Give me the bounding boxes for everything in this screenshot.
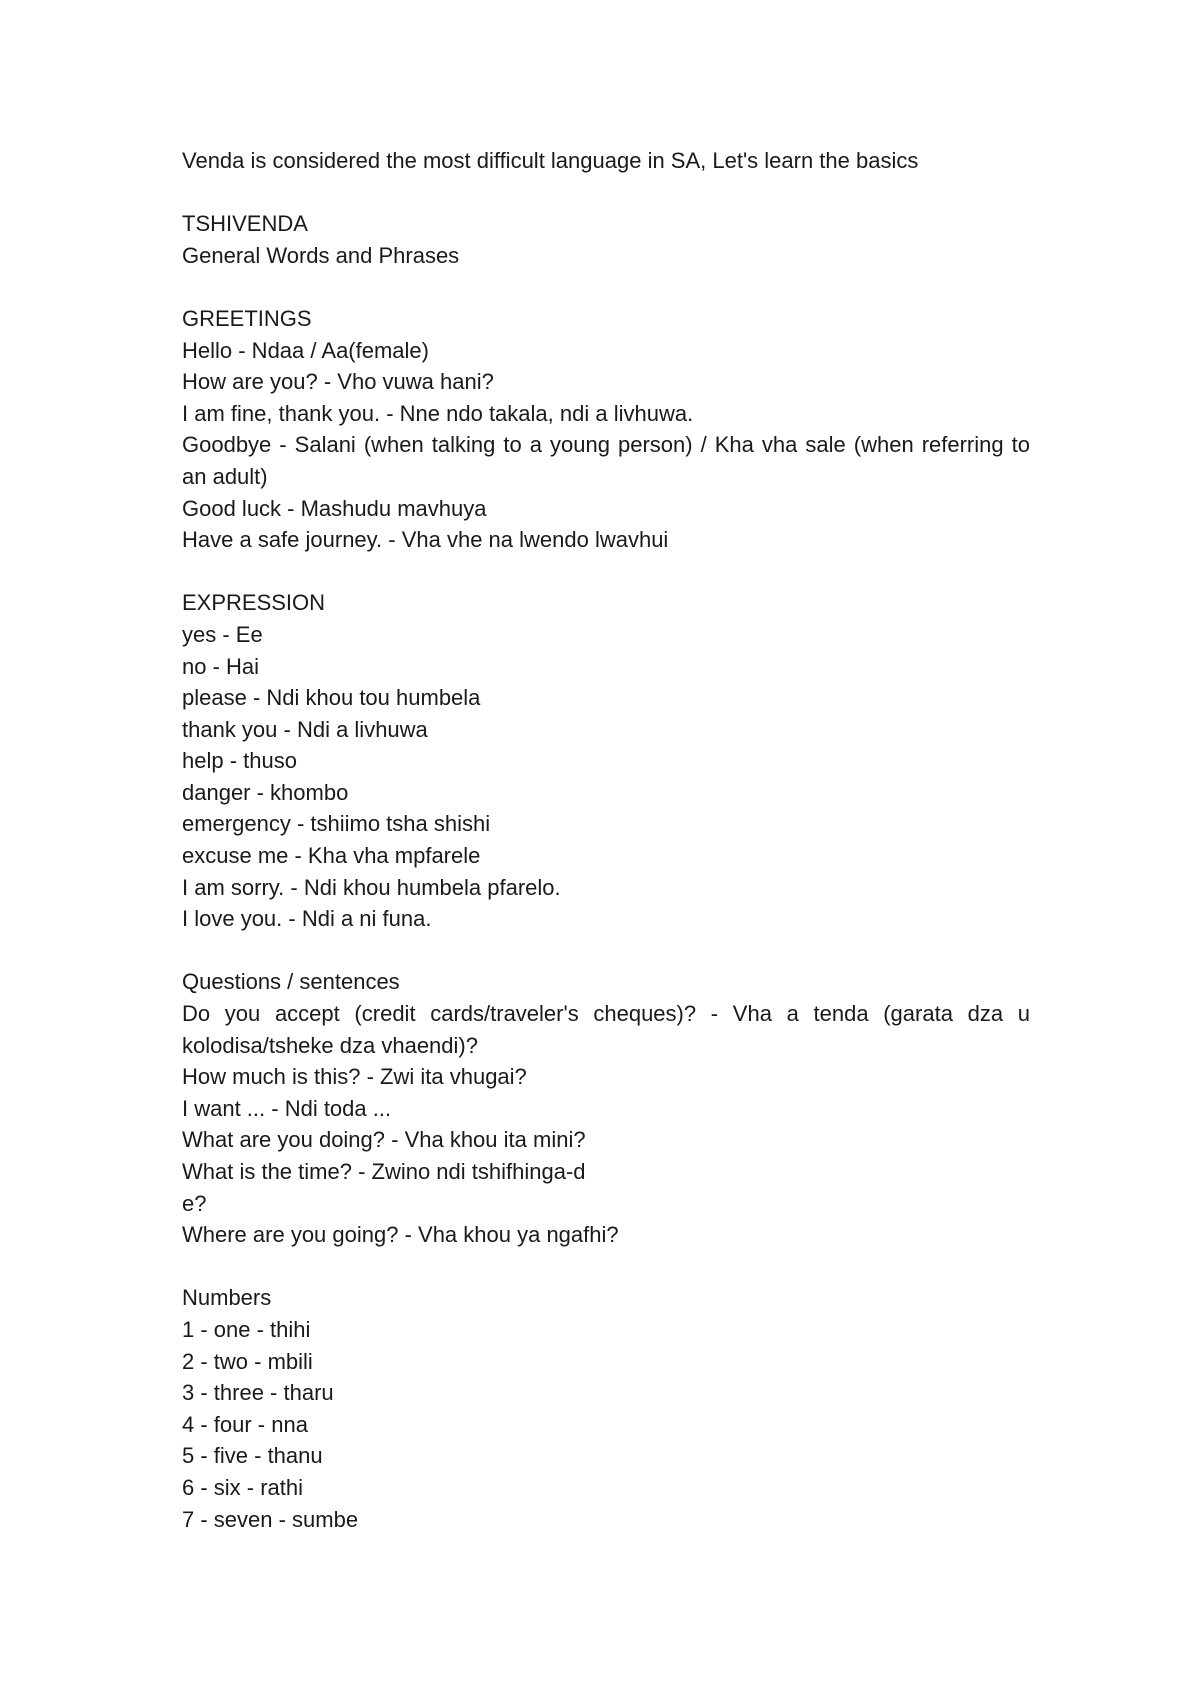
number-item: 2 - two - mbili [182,1348,313,1374]
spacer [182,271,1030,303]
question-item: I want ... - Ndi toda ... [182,1095,392,1121]
expression-item: no - Hai [182,653,260,679]
expression-item: help - thuso [182,748,297,774]
expression-item: please - Ndi khou tou humbela [182,685,481,711]
greeting-item: Have a safe journey. - Vha vhe na lwendo lwavhui [182,527,669,553]
document-body [182,145,1030,1535]
questions-heading: Questions / sentences [182,969,400,995]
expression-item: yes - Ee [182,621,263,647]
expression-item: emergency - tshiimo tsha shishi [182,811,491,837]
greeting-item: Hello - Ndaa / Aa(female) [182,337,429,363]
greeting-item: Goodbye - Salani (when talking to a young person) / Kha vha sale (when referring to an adult) [182,432,1030,489]
expression-item: I love you. - Ndi a ni funa. [182,906,432,932]
question-item: e? [182,1190,207,1216]
expression-item: excuse me - Kha vha mpfarele [182,843,481,869]
number-item: 3 - three - tharu [182,1380,334,1406]
spacer [182,556,1030,588]
intro-text: Venda is considered the most difficult language in SA, Let's learn the basics [182,148,919,173]
greeting-item: Good luck - Mashudu mavhuya [182,495,487,521]
question-item: Where are you going? - Vha khou ya ngafhi? [182,1222,619,1248]
question-item: What is the time? - Zwino ndi tshifhinga-d [182,1159,586,1184]
language-title: TSHIVENDA [182,211,308,237]
number-item: 6 - six - rathi [182,1474,304,1500]
number-item: 7 - seven - sumbe [182,1506,359,1532]
number-item: 4 - four - nna [182,1411,308,1437]
expression-heading: EXPRESSION [182,590,326,616]
greetings-heading: GREETINGS [182,305,312,331]
expression-item: thank you - Ndi a livhuwa [182,716,428,742]
greeting-item: I am fine, thank you. - Nne ndo takala, ndi a livhuwa. [182,400,694,426]
greeting-item: How are you? - Vho vuwa hani? [182,369,494,395]
numbers-heading: Numbers [182,1285,272,1311]
spacer [182,177,1030,209]
document-subtitle: General Words and Phrases [182,242,460,268]
number-item: 5 - five - thanu [182,1443,323,1469]
spacer [182,935,1030,967]
number-item: 1 - one - thihi [182,1316,311,1342]
expression-item: danger - khombo [182,779,349,805]
spacer [182,1251,1030,1283]
question-item: How much is this? - Zwi ita vhugai? [182,1064,527,1090]
question-item: Do you accept (credit cards/traveler's cheques)? - Vha a tenda (garata dza u kolodisa/tsheke dza vhaendi)? [182,1001,1030,1058]
expression-item: I am sorry. - Ndi khou humbela pfarelo. [182,874,561,900]
question-item: What are you doing? - Vha khou ita mini? [182,1127,586,1153]
